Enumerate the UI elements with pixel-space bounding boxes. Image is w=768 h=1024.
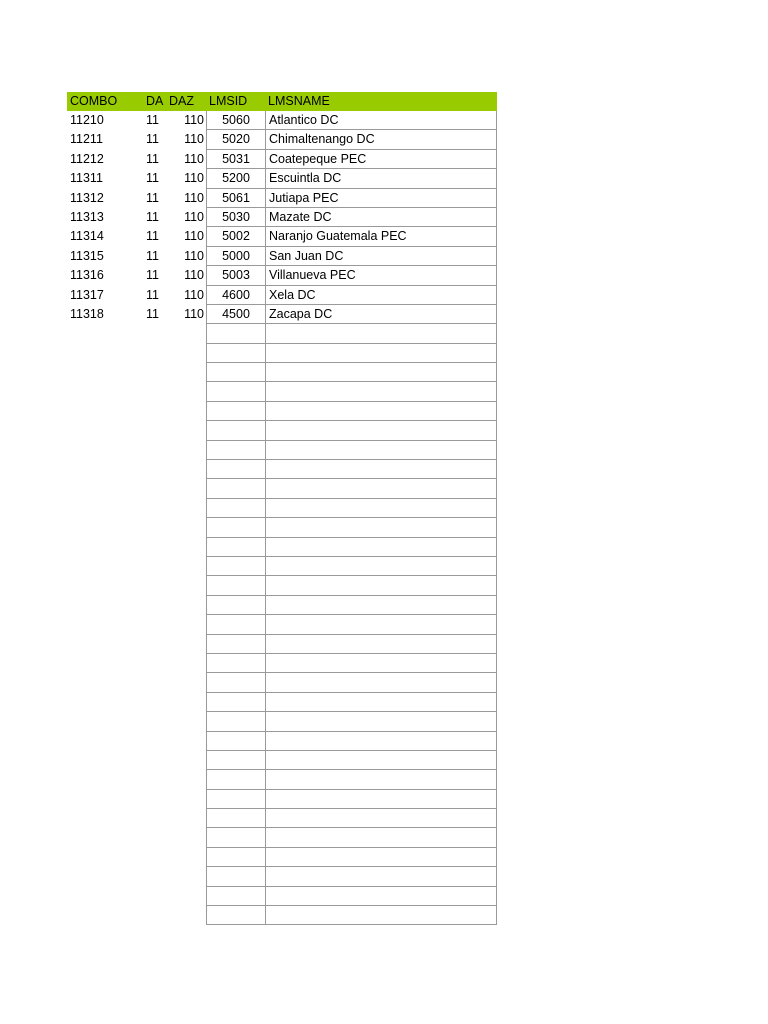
combo-cell[interactable]: 11315: [70, 248, 104, 263]
lmsid-cell[interactable]: [206, 867, 265, 886]
lmsid-cell[interactable]: [206, 402, 265, 421]
lmsname-cell[interactable]: [265, 557, 497, 576]
lmsid-cell[interactable]: [206, 363, 265, 382]
lmsname-cell[interactable]: [265, 732, 497, 751]
da-cell[interactable]: 11: [146, 171, 159, 186]
empty-row: [67, 557, 497, 576]
lmsname-cell[interactable]: [265, 615, 497, 634]
lmsid-cell[interactable]: [206, 596, 265, 615]
daz-cell[interactable]: 110: [184, 132, 204, 147]
da-cell[interactable]: 11: [146, 190, 159, 205]
empty-row: [67, 809, 497, 828]
lmsid-cell[interactable]: [206, 538, 265, 557]
lmsname-cell[interactable]: [265, 867, 497, 886]
lmsid-cell[interactable]: [206, 654, 265, 673]
empty-row: [67, 596, 497, 615]
lmsid-cell[interactable]: 5000: [206, 247, 265, 266]
daz-cell[interactable]: 110: [184, 306, 204, 321]
lmsid-cell[interactable]: [206, 441, 265, 460]
table-row: [67, 266, 497, 285]
lmsid-cell[interactable]: 5031: [206, 150, 265, 169]
lmsname-cell[interactable]: [265, 363, 497, 382]
empty-row: [67, 615, 497, 634]
lmsid-cell[interactable]: [206, 635, 265, 654]
empty-row: [67, 324, 497, 343]
table-row: [67, 130, 497, 149]
empty-row: [67, 654, 497, 673]
lmsid-cell[interactable]: 5020: [206, 130, 265, 149]
lmsname-cell[interactable]: [265, 382, 497, 401]
lmsname-cell[interactable]: [265, 344, 497, 363]
lmsname-cell[interactable]: [265, 887, 497, 906]
table-row: [67, 111, 497, 130]
empty-row: [67, 421, 497, 440]
lmsid-cell[interactable]: [206, 693, 265, 712]
lmsid-cell[interactable]: [206, 732, 265, 751]
lmsname-cell[interactable]: Coatepeque PEC: [265, 150, 497, 169]
lmsid-cell[interactable]: [206, 421, 265, 440]
lmsname-cell[interactable]: [265, 499, 497, 518]
empty-row: [67, 441, 497, 460]
empty-row: [67, 344, 497, 363]
empty-row: [67, 538, 497, 557]
lmsid-cell[interactable]: [206, 809, 265, 828]
lmsid-cell[interactable]: [206, 712, 265, 731]
lmsname-cell[interactable]: [265, 538, 497, 557]
lmsname-cell[interactable]: Xela DC: [265, 286, 497, 305]
da-cell[interactable]: 11: [146, 287, 159, 302]
combo-cell[interactable]: 11312: [70, 190, 104, 205]
lmsid-cell[interactable]: [206, 499, 265, 518]
lmsname-cell[interactable]: [265, 848, 497, 867]
empty-row: [67, 906, 497, 925]
lmsid-cell[interactable]: [206, 576, 265, 595]
da-cell[interactable]: 11: [146, 132, 159, 147]
lmsid-cell[interactable]: 4600: [206, 286, 265, 305]
lmsname-cell[interactable]: [265, 654, 497, 673]
empty-row: [67, 732, 497, 751]
lmsname-cell[interactable]: Zacapa DC: [265, 305, 497, 324]
lmsid-cell[interactable]: [206, 324, 265, 343]
lmsname-cell[interactable]: [265, 828, 497, 847]
daz-cell[interactable]: 110: [184, 229, 204, 244]
lmsid-cell[interactable]: 5030: [206, 208, 265, 227]
lmsid-cell[interactable]: [206, 906, 265, 925]
empty-row: [67, 751, 497, 770]
empty-row: [67, 828, 497, 847]
table-body: [67, 111, 497, 925]
lmsid-cell[interactable]: 5060: [206, 111, 265, 130]
lmsname-cell[interactable]: [265, 712, 497, 731]
lmsname-cell[interactable]: Naranjo Guatemala PEC: [265, 227, 497, 246]
empty-row: [67, 848, 497, 867]
lmsid-cell[interactable]: [206, 673, 265, 692]
empty-row: [67, 867, 497, 886]
lmsid-cell[interactable]: [206, 479, 265, 498]
empty-row: [67, 635, 497, 654]
da-cell[interactable]: 11: [146, 229, 159, 244]
lmsid-cell[interactable]: [206, 828, 265, 847]
empty-row: [67, 770, 497, 789]
da-cell[interactable]: 11: [146, 306, 159, 321]
header-combo: COMBO: [70, 94, 118, 108]
lmsid-cell[interactable]: 5200: [206, 169, 265, 188]
lmsname-cell[interactable]: Jutiapa PEC: [265, 189, 497, 208]
daz-cell[interactable]: 110: [184, 268, 204, 283]
table-row: [67, 247, 497, 266]
lmsname-cell[interactable]: [265, 635, 497, 654]
lmsname-cell[interactable]: Villanueva PEC: [265, 266, 497, 285]
table-row: [67, 169, 497, 188]
combo-cell[interactable]: 11212: [70, 151, 104, 166]
lmsname-cell[interactable]: [265, 906, 497, 925]
table-row: [67, 208, 497, 227]
daz-cell[interactable]: 110: [184, 248, 204, 263]
daz-cell[interactable]: 110: [184, 171, 204, 186]
table-row: [67, 305, 497, 324]
lmsid-cell[interactable]: 4500: [206, 305, 265, 324]
lmsid-cell[interactable]: [206, 557, 265, 576]
empty-row: [67, 499, 497, 518]
lmsname-cell[interactable]: [265, 790, 497, 809]
lmsname-cell[interactable]: [265, 751, 497, 770]
lmsname-cell[interactable]: [265, 402, 497, 421]
header-daz: DAZ: [169, 94, 194, 108]
header-da: DA: [146, 94, 164, 108]
table-row: [67, 227, 497, 246]
table-row: [67, 189, 497, 208]
lmsid-cell[interactable]: [206, 615, 265, 634]
lmsname-cell[interactable]: [265, 693, 497, 712]
lmsname-cell[interactable]: [265, 441, 497, 460]
lmsid-cell[interactable]: 5002: [206, 227, 265, 246]
lmsname-cell[interactable]: [265, 421, 497, 440]
daz-cell[interactable]: 110: [184, 190, 204, 205]
lmsid-cell[interactable]: 5061: [206, 189, 265, 208]
lmsname-cell[interactable]: [265, 479, 497, 498]
empty-row: [67, 693, 497, 712]
empty-row: [67, 673, 497, 692]
daz-cell[interactable]: 110: [184, 151, 204, 166]
empty-row: [67, 479, 497, 498]
combo-cell[interactable]: 11317: [70, 287, 104, 302]
header-lmsname: LMSNAME: [268, 94, 330, 108]
lmsname-cell[interactable]: [265, 518, 497, 537]
empty-row: [67, 576, 497, 595]
table-row: [67, 150, 497, 169]
lmsid-cell[interactable]: [206, 382, 265, 401]
empty-row: [67, 790, 497, 809]
lmsname-cell[interactable]: [265, 460, 497, 479]
da-cell[interactable]: 11: [146, 248, 159, 263]
combo-cell[interactable]: 11318: [70, 306, 104, 321]
lmsname-cell[interactable]: Mazate DC: [265, 208, 497, 227]
lmsid-cell[interactable]: [206, 460, 265, 479]
lmsid-cell[interactable]: [206, 518, 265, 537]
lmsid-cell[interactable]: [206, 344, 265, 363]
combo-cell[interactable]: 11316: [70, 268, 104, 283]
lmsid-cell[interactable]: [206, 751, 265, 770]
combo-cell[interactable]: 11311: [70, 171, 103, 186]
lmsid-cell[interactable]: [206, 848, 265, 867]
combo-cell[interactable]: 11211: [70, 132, 103, 147]
daz-cell[interactable]: 110: [184, 113, 204, 127]
empty-row: [67, 402, 497, 421]
lmsname-cell[interactable]: [265, 596, 497, 615]
combo-cell[interactable]: 11210: [70, 113, 104, 127]
lmsname-cell[interactable]: Chimaltenango DC: [265, 130, 497, 149]
table-row: [67, 286, 497, 305]
lmsname-cell[interactable]: [265, 673, 497, 692]
empty-row: [67, 887, 497, 906]
lmsid-cell[interactable]: 5003: [206, 266, 265, 285]
empty-row: [67, 460, 497, 479]
empty-row: [67, 363, 497, 382]
lmsname-cell[interactable]: San Juan DC: [265, 247, 497, 266]
lmsname-cell[interactable]: Escuintla DC: [265, 169, 497, 188]
da-cell[interactable]: 11: [146, 268, 159, 283]
combo-cell[interactable]: 11314: [70, 229, 104, 244]
empty-row: [67, 518, 497, 537]
lmsid-cell[interactable]: [206, 770, 265, 789]
da-cell[interactable]: 11: [146, 113, 159, 127]
combo-cell[interactable]: 11313: [70, 209, 104, 224]
daz-cell[interactable]: 110: [184, 209, 204, 224]
da-cell[interactable]: 11: [146, 209, 159, 224]
header-row: [67, 92, 497, 111]
da-cell[interactable]: 11: [146, 151, 159, 166]
lmsname-cell[interactable]: Atlantico DC: [265, 111, 497, 130]
header-lmsid: LMSID: [209, 94, 248, 108]
empty-row: [67, 712, 497, 731]
lmsname-cell[interactable]: [265, 809, 497, 828]
lmsname-cell[interactable]: [265, 576, 497, 595]
lmsname-cell[interactable]: [265, 324, 497, 343]
daz-cell[interactable]: 110: [184, 287, 204, 302]
spreadsheet-table: [67, 92, 497, 925]
lmsid-cell[interactable]: [206, 887, 265, 906]
lmsname-cell[interactable]: [265, 770, 497, 789]
lmsid-cell[interactable]: [206, 790, 265, 809]
empty-row: [67, 382, 497, 401]
